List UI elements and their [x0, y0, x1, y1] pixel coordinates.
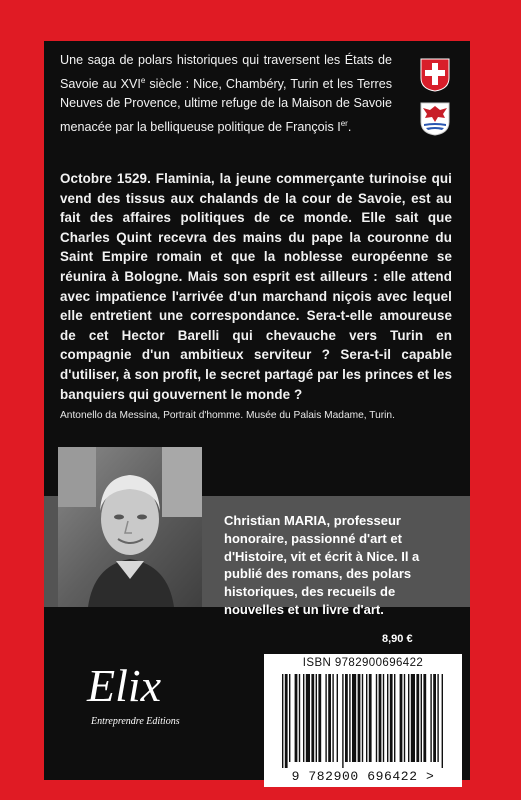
barcode-bar: [369, 674, 372, 762]
barcode-bar: [337, 674, 338, 762]
barcode-bar: [345, 674, 348, 762]
intro-sup-2: er: [340, 118, 348, 128]
ean-number: 9 782900 696422 >: [291, 769, 435, 784]
barcode-bar: [400, 674, 403, 762]
barcode-bar: [352, 674, 356, 762]
barcode-bar: [295, 674, 298, 762]
barcode-bar: [306, 674, 310, 762]
barcode-bar: [289, 674, 290, 762]
publisher-logo: [85, 656, 215, 736]
savoie-cross-crest-icon: [420, 58, 450, 92]
barcode-bar: [325, 674, 326, 762]
back-cover-panel: [44, 41, 470, 784]
barcode-bar: [311, 674, 314, 762]
author-photo: [58, 447, 202, 607]
barcode-bar: [285, 674, 288, 768]
barcode-bar: [390, 674, 393, 762]
barcode-bar: [318, 674, 321, 762]
barcode-bar: [379, 674, 382, 762]
barcode-bar: [303, 674, 304, 762]
intro-text-1: Une saga de polars historiques qui traversent les États de Savoie au XVI: [60, 53, 392, 91]
intro-text-2: siècle : Nice, Chambéry, Turin et les Terres Neuves de Provence, ultime refuge de la Maison de Savoie menacée par la belliqueuse politique de François I: [60, 76, 393, 134]
nice-eagle-crest-icon: [420, 102, 450, 136]
intro-text-3: .: [347, 119, 352, 134]
barcode-bar: [328, 674, 331, 762]
barcode-bar: [408, 674, 409, 762]
barcode-bar: [362, 674, 363, 762]
barcode-bar: [282, 674, 283, 768]
barcode-bar: [316, 674, 317, 762]
barcode-bar: [433, 674, 436, 762]
barcode-bar: [437, 674, 438, 762]
barcode-bar: [416, 674, 419, 762]
author-bio: Christian MARIA, professeur honoraire, passionné d'art et d'Histoire, vit et écrit à Nice. Il a publié des romans, des polars historiques, des recueils de nouvelles et un livre d'art.: [224, 513, 420, 617]
isbn-label: ISBN 9782900696422: [302, 657, 424, 669]
barcode-bar: [404, 674, 405, 762]
barcode-bar: [383, 674, 384, 762]
barcode: [264, 654, 462, 787]
barcode-bar: [342, 674, 343, 768]
barcode-bar: [366, 674, 367, 762]
publisher-tagline: Entreprendre Editions: [91, 716, 180, 727]
barcode-bar: [387, 674, 388, 762]
price-label: 8,90 €: [382, 633, 413, 645]
cover-art-caption: Antonello da Messina, Portrait d'homme. Musée du Palais Madame, Turin.: [60, 410, 395, 421]
barcode-bar: [430, 674, 431, 762]
barcode-bar: [349, 674, 350, 762]
barcode-bar: [299, 674, 300, 762]
intro-sup-1: e: [140, 75, 146, 85]
series-intro: [60, 51, 392, 137]
barcode-bar: [376, 674, 377, 762]
barcode-bar: [423, 674, 426, 762]
book-summary: Octobre 1529. Flaminia, la jeune commerçante turinoise qui vend des tissus aux chalands de la cour de Savoie, est au fait des affaires politiques de ce monde. Elle sait que Charles Quint recevra des mains du pape la couronne du Saint Empire romain et que la noblesse européenne se réunira à Bologne. Mais son esprit est ailleurs : elle attend avec impatience l'arrivée d'un marchand niçois avec lequel elle entretient une correspondance. Sera-t-elle amoureuse de cet Hector Barelli qui chevauche vers Turin en compagnie d'un ambitieux serviteur ? Sera-t-il capable d'utiliser, à son profit, le secret partagé par les princes et les banquiers qui gouvernent le monde ?: [60, 171, 452, 402]
barcode-bar: [358, 674, 361, 762]
barcode-bars: [274, 674, 452, 770]
barcode-bar: [394, 674, 395, 762]
barcode-bar: [442, 674, 443, 768]
barcode-bar: [411, 674, 415, 762]
publisher-logo-word: Elix: [87, 660, 162, 711]
barcode-bar: [332, 674, 333, 762]
barcode-bar: [421, 674, 422, 762]
